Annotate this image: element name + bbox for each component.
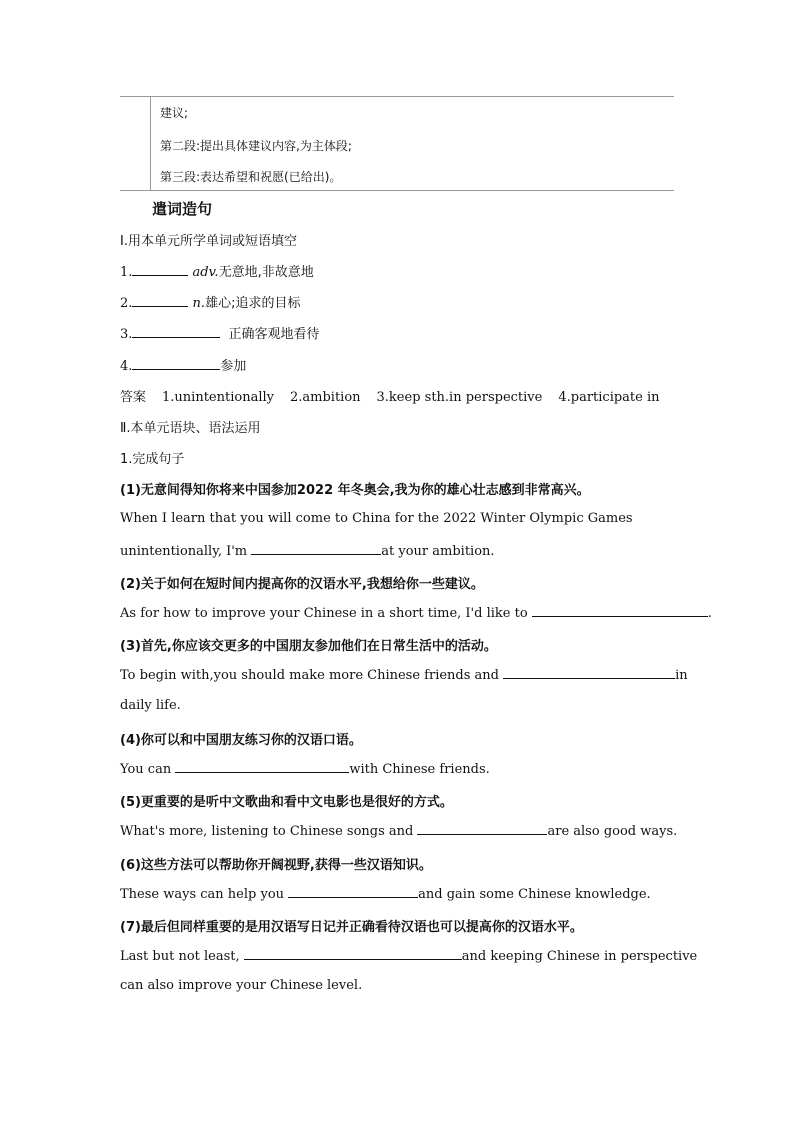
q3-blank[interactable] [503, 666, 675, 679]
q1-chinese: (1)无意间得知你将来中国参加2022 年冬奥会,我为你的雄心壮志感到非常高兴。 [120, 483, 590, 498]
answer-blank[interactable] [132, 325, 220, 338]
q1-blank[interactable] [251, 542, 381, 555]
part-of-speech: n. [192, 296, 206, 311]
answer-3: 3.keep sth.in perspective [376, 390, 543, 405]
item-number: 3. [120, 327, 133, 342]
table-divider [150, 96, 151, 190]
item-number: 4. [120, 359, 133, 374]
meaning: 参加 [220, 359, 247, 374]
q5-chinese: (5)更重要的是听中文歌曲和看中文电影也是很好的方式。 [120, 795, 453, 810]
section-heading: 遣词造句 [152, 200, 213, 218]
table-row-2: 第二段:提出具体建议内容,为主体段; [160, 139, 352, 153]
section2-subtitle: 1.完成句子 [120, 452, 185, 467]
table-row-1: 建议; [160, 106, 189, 120]
q4-text: You can [120, 762, 176, 777]
q4-chinese: (4)你可以和中国朋友练习你的汉语口语。 [120, 733, 362, 748]
q7-english-cont: can also improve your Chinese level. [120, 978, 363, 993]
q3-text-end: in [675, 668, 688, 683]
answer-blank[interactable] [132, 294, 188, 307]
q3-english [120, 666, 688, 683]
vocab-item-2 [120, 292, 300, 311]
q7-text-end: and keeping Chinese in perspective [461, 949, 698, 964]
q6-english [120, 885, 651, 902]
q7-blank[interactable] [244, 947, 462, 960]
q7-english [120, 947, 697, 964]
q2-english [120, 604, 712, 621]
q7-text: Last but not least, [120, 949, 244, 964]
q1-text-end: at your ambition. [381, 544, 495, 559]
q5-english [120, 822, 677, 839]
section2-title: Ⅱ.本单元语块、语法运用 [120, 421, 261, 436]
q4-text-end: with Chinese friends. [349, 762, 490, 777]
q5-text: What's more, listening to Chinese songs and [120, 824, 418, 839]
q6-blank[interactable] [288, 885, 418, 898]
q3-english-cont: daily life. [120, 698, 181, 713]
answer-label: 答案 [120, 390, 147, 405]
q3-chinese: (3)首先,你应该交更多的中国朋友参加他们在日常生活中的活动。 [120, 639, 497, 654]
vocab-item-1 [120, 261, 314, 280]
meaning: 无意地,非故意地 [218, 265, 314, 280]
q5-text-end: are also good ways. [547, 824, 678, 839]
q4-english [120, 760, 490, 777]
q1-text: unintentionally, I'm [120, 544, 252, 559]
q2-text-end: . [707, 606, 712, 621]
answer-1: 1.unintentionally [162, 390, 274, 405]
q6-chinese: (6)这些方法可以帮助你开阔视野,获得一些汉语知识。 [120, 858, 432, 873]
section1-title: Ⅰ.用本单元所学单词或短语填空 [120, 234, 297, 249]
answer-2: 2.ambition [289, 390, 361, 405]
q2-blank[interactable] [532, 604, 708, 617]
q1-english-b [120, 542, 495, 559]
q5-blank[interactable] [417, 822, 547, 835]
item-number: 1. [120, 265, 133, 280]
q2-chinese: (2)关于如何在短时间内提高你的汉语水平,我想给你一些建议。 [120, 577, 484, 592]
item-number: 2. [120, 296, 133, 311]
meaning: 正确客观地看待 [228, 327, 320, 342]
answer-blank[interactable] [132, 263, 188, 276]
answer-blank[interactable] [132, 357, 220, 370]
q1-english-a: When I learn that you will come to China for the 2022 Winter Olympic Games [120, 511, 633, 526]
part-of-speech: adv. [192, 265, 219, 280]
q6-text: These ways can help you [120, 887, 289, 902]
q2-text: As for how to improve your Chinese in a short time, I'd like to [120, 606, 532, 621]
meaning: 雄心;追求的目标 [205, 296, 301, 311]
answer-4: 4.participate in [558, 390, 660, 405]
q6-text-end: and gain some Chinese knowledge. [418, 887, 651, 902]
table-row-3: 第三段:表达希望和祝愿(已给出)。 [160, 170, 342, 184]
vocab-item-4 [120, 355, 246, 374]
answer-key [120, 386, 660, 405]
q3-text: To begin with,you should make more Chinese friends and [120, 668, 504, 683]
vocab-item-3 [120, 323, 320, 342]
q7-chinese: (7)最后但同样重要的是用汉语写日记并正确看待汉语也可以提高你的汉语水平。 [120, 920, 583, 935]
q4-blank[interactable] [175, 760, 349, 773]
